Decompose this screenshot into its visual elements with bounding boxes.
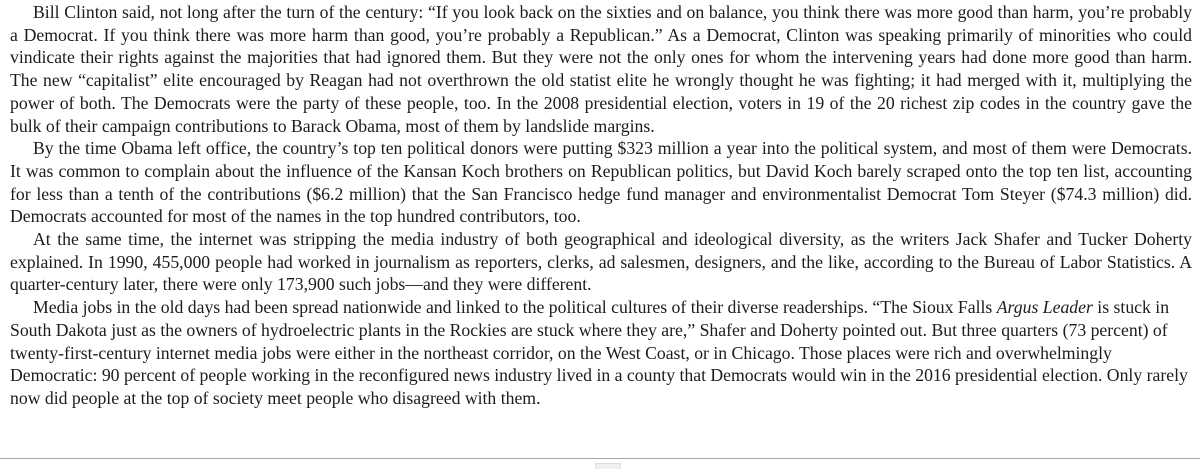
page-divider [0,458,1200,459]
paragraph-media-industry: At the same time, the internet was stripping the media industry of both geographical and ideological diversity, as the writers Jack Shafer and Tucker Doherty explained. In 1990, 455,000 people had worked in journalism as reporters, clerks, ad salesmen, designers, and the like, according to the Bureau of Labor Statistics. A quarter-century later, there were only 173,900 such jobs—and they were different. [10,229,1192,295]
paragraph-clinton-quote: Bill Clinton said, not long after the turn of the century: “If you look back on the sixties and on balance, you think there was more good than harm, you’re probably a Democrat. If you think there was more harm than good, you’re probably a Republican.” As a Democrat, Clinton was speaking primarily of minorities who could vindicate their rights against the majorities that had ignored them. But they were not the only ones for whom the intervening years had done more good than harm. The new “capitalist” elite encouraged by Reagan had not overthrown the old statist elite he wrongly thought he was fighting; it had merged with it, multiplying the power of both. The Democrats were the party of these people, too. In the 2008 presidential election, voters in 19 of the 20 richest zip codes in the country gave the bulk of their campaign contributions to Barack Obama, most of them by landslide margins. [10,2,1192,136]
paragraph-media-jobs-end: is stuck in South Dakota just as the owners of hydroelectric plants in the Rockies are stuck where they are,” Shafer and Doherty pointed out. But three quarters (73 percent) of twenty-first-century internet media jobs were either in the northeast corridor, on the West Coast, or in Chicago. Those places were rich and overwhelmingly Democratic: 90 percent of people working in the reconfigured news industry lived in a county that Democrats would win in the 2016 presidential election. Only rarely now did people at the top of society meet people who disagreed with them. [10,297,1188,408]
document-text [10,1,1192,410]
paragraph-media-jobs-start: Media jobs in the old days had been spread nationwide and linked to the political cultures of their diverse readerships. “The Sioux Falls [33,297,997,318]
scroll-handle[interactable] [595,463,621,469]
paragraph-media-jobs [10,296,1192,410]
paragraph-political-donors: By the time Obama left office, the country’s top ten political donors were putting $323 million a year into the political system, and most of them were Democrats. It was common to complain about the influence of the Kansan Koch brothers on Republican politics, but David Koch barely scraped onto the top ten list, accounting for less than a tenth of the contributions ($6.2 million) that the San Francisco hedge fund manager and environmentalist Democrat Tom Steyer ($74.3 million) did. Democrats accounted for most of the names in the top hundred contributors, too. [10,138,1192,227]
newspaper-title: Argus Leader [996,297,1093,318]
